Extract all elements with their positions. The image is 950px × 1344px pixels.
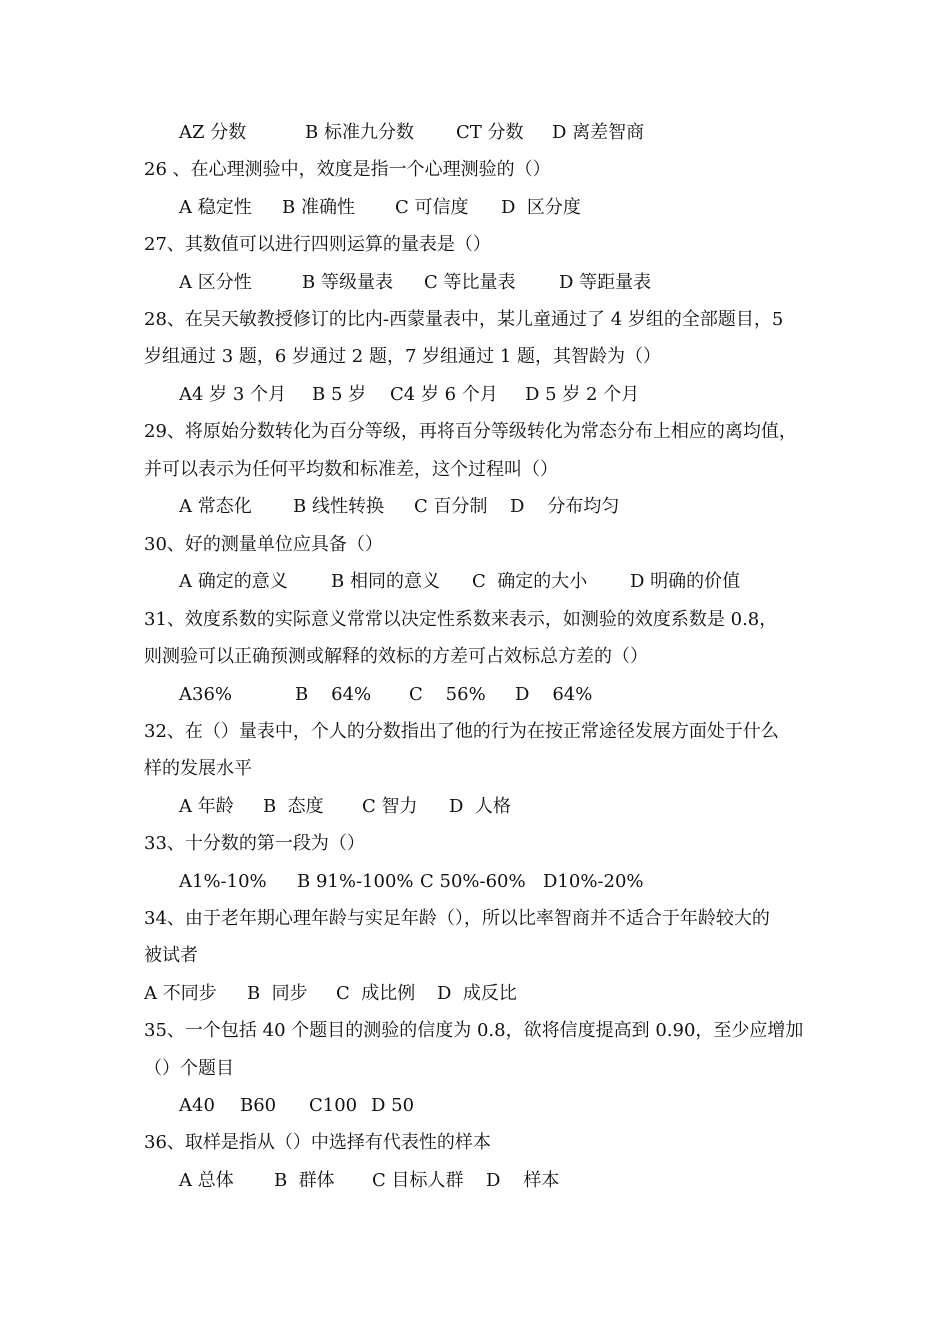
q29-options <box>179 495 620 519</box>
q27-option-c: C 等比量表 <box>424 272 516 293</box>
q29-option-d: D 分布均匀 <box>510 496 620 517</box>
q32-option-c: C 智力 <box>362 796 418 817</box>
q35-option-b: B60 <box>240 1095 277 1116</box>
q31-option-c: C 56% <box>409 684 486 705</box>
q28-option-a: A4 岁 3 个月 <box>179 384 287 405</box>
q35-option-c: C100 <box>309 1095 358 1116</box>
q36-question: 36、取样是指从（）中选择有代表性的样本 <box>144 1132 491 1153</box>
q27-option-d: D 等距量表 <box>559 272 652 293</box>
q31-option-b: B 64% <box>295 684 372 705</box>
q31-question-line1: 31、效度系数的实际意义常常以决定性系数来表示，如测验的效度系数是 0.8， <box>144 609 778 630</box>
q30-option-c: C 确定的大小 <box>472 571 588 592</box>
q35-option-a: A40 <box>179 1095 215 1116</box>
q36-option-d: D 样本 <box>486 1170 560 1191</box>
q25-option-d: D 离差智商 <box>552 122 645 143</box>
q27-question: 27、其数值可以进行四则运算的量表是（） <box>144 234 491 255</box>
q32-option-a: A 年龄 <box>179 796 234 817</box>
q32-option-d: D 人格 <box>449 796 511 817</box>
q26-option-d: D 区分度 <box>501 197 581 218</box>
q35-option-d: D 50 <box>371 1095 415 1116</box>
q25-option-a: AZ 分数 <box>179 122 247 143</box>
q31-option-a: A36% <box>179 684 233 705</box>
q33-option-c: C 50%-60% <box>420 871 526 892</box>
q32-options <box>179 795 511 819</box>
q31-option-d: D 64% <box>515 684 593 705</box>
q29-option-c: C 百分制 <box>414 496 488 517</box>
q25-option-c: CT 分数 <box>456 122 524 143</box>
q30-option-b: B 相同的意义 <box>331 571 440 592</box>
q29-option-b: B 线性转换 <box>293 496 384 517</box>
q27-options <box>179 271 652 295</box>
q26-option-b: B 准确性 <box>282 197 355 218</box>
q34-option-c: C 成比例 <box>336 983 416 1004</box>
q28-options <box>179 383 640 407</box>
q27-option-a: A 区分性 <box>179 272 252 293</box>
q34-option-b: B 同步 <box>247 983 308 1004</box>
q36-option-a: A 总体 <box>179 1170 234 1191</box>
q34-options <box>144 982 517 1006</box>
q32-question-line2: 样的发展水平 <box>144 758 252 779</box>
q28-question-line2: 岁组通过 3 题，6 岁通过 2 题，7 岁组通过 1 题，其智龄为（） <box>144 346 662 367</box>
q35-options <box>179 1094 415 1118</box>
q36-options <box>179 1169 560 1193</box>
q28-question-line1: 28、在吴天敏教授修订的比内-西蒙量表中，某儿童通过了 4 岁组的全部题目，5 <box>144 309 784 330</box>
q29-question-line1: 29、将原始分数转化为百分等级，再将百分等级转化为常态分布上相应的离均值， <box>144 421 797 442</box>
q28-option-c: C4 岁 6 个月 <box>390 384 498 405</box>
q30-question: 30、好的测量单位应具备（） <box>144 534 383 555</box>
q26-question: 26 、在心理测验中，效度是指一个心理测验的（） <box>144 159 551 180</box>
q30-option-d: D 明确的价值 <box>630 571 741 592</box>
q31-options <box>179 683 593 707</box>
q30-options <box>179 570 741 594</box>
q30-option-a: A 确定的意义 <box>179 571 288 592</box>
q33-option-b: B 91%-100% <box>297 871 414 892</box>
q25-option-b: B 标准九分数 <box>305 122 414 143</box>
q35-question-line2: （）个题目 <box>144 1058 234 1079</box>
q35-question-line1: 35、一个包括 40 个题目的测验的信度为 0.8，欲将信度提高到 0.90，至少应增加 <box>144 1020 804 1041</box>
q29-option-a: A 常态化 <box>179 496 252 517</box>
q33-option-a: A1%-10% <box>179 871 267 892</box>
q26-option-c: C 可信度 <box>395 197 469 218</box>
q28-option-d: D 5 岁 2 个月 <box>525 384 640 405</box>
q25-options <box>179 121 645 145</box>
q34-option-d: D 成反比 <box>437 983 517 1004</box>
q36-option-b: B 群体 <box>274 1170 335 1191</box>
q34-question-line1: 34、由于老年期心理年龄与实足年龄（），所以比率智商并不适合于年龄较大的 <box>144 908 770 929</box>
q29-question-line2: 并可以表示为任何平均数和标准差，这个过程叫（） <box>144 459 558 480</box>
q32-question-line1: 32、在（）量表中，个人的分数指出了他的行为在按正常途径发展方面处于什么 <box>144 721 779 742</box>
q28-option-b: B 5 岁 <box>312 384 367 405</box>
q26-options <box>179 196 581 220</box>
q33-options <box>179 870 644 894</box>
q27-option-b: B 等级量表 <box>302 272 393 293</box>
q34-question-line2: 被试者 <box>144 945 198 966</box>
q31-question-line2: 则测验可以正确预测或解释的效标的方差可占效标总方差的（） <box>144 646 648 667</box>
q34-option-a: A 不同步 <box>144 983 217 1004</box>
q36-option-c: C 目标人群 <box>372 1170 464 1191</box>
q32-option-b: B 态度 <box>263 796 324 817</box>
q26-option-a: A 稳定性 <box>179 197 252 218</box>
q33-option-d: D10%-20% <box>543 871 644 892</box>
q33-question: 33、十分数的第一段为（） <box>144 833 365 854</box>
